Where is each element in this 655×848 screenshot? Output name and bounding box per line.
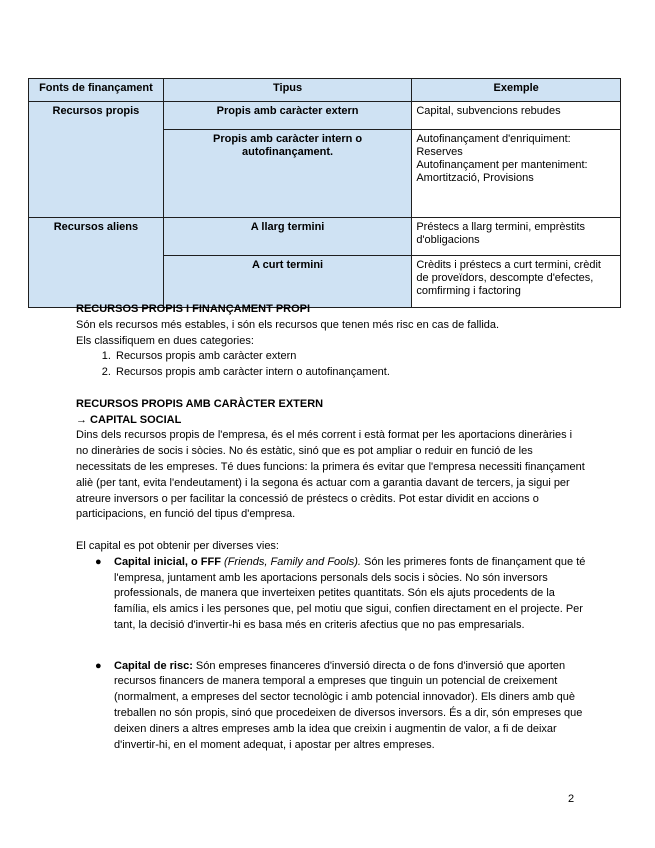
source-external-resources: Recursos aliens bbox=[29, 218, 164, 308]
list-item bbox=[95, 555, 586, 634]
bullet-text: Són empreses financeres d'inversió directa o de fons d'inversió que aporten recursos financers de manera temporal a empreses que tinguin un potencial de creixement (normalment, a empreses del sector tecnològic i amb potencial innovador). Els diners amb què treballen no són propis, sinó que procedeixen de diversos inversors. És a dir, són empreses que deixen diners a altres empreses amb la idea que creixin i augmentin de valor, a fi de deixar d'invertir-hi, en el moment adequat, i apostar per altres empreses. bbox=[114, 659, 583, 751]
table-row bbox=[29, 218, 621, 256]
list-item: 1. Recursos propis amb caràcter extern bbox=[114, 349, 586, 365]
table-header-row bbox=[29, 79, 621, 102]
source-own-resources: Recursos propis bbox=[29, 102, 164, 218]
header-sources: Fonts de finançament bbox=[29, 79, 164, 102]
financing-table bbox=[28, 78, 621, 308]
bullet-icon: ● bbox=[95, 555, 102, 568]
example-line: Autofinançament d'enriquiment: bbox=[416, 133, 571, 145]
bullet-icon: ● bbox=[95, 659, 102, 672]
paragraph-line: Els classifiquem en dues categories: bbox=[76, 334, 254, 347]
table-row bbox=[29, 102, 621, 130]
type-cell: A llarg termini bbox=[163, 218, 412, 256]
page-number: 2 bbox=[568, 793, 575, 805]
bullet-italic: (Friends, Family and Fools). bbox=[224, 555, 361, 568]
bullet-text: Són les primeres fonts de finançament que té l'empresa, juntament amb les aportacions personals dels socis i sòcies. No són inversors professionals, de manera que inverteixen petites quantitats. Són els ajuts procedents de la família, els amics i les persones que, pel motiu que sigui, confien directament en el projecte. Per tant, la decisió d'invertir-hi es basa més en criteris afectius que no pas empresarials. bbox=[114, 555, 586, 631]
bullet-list bbox=[76, 555, 586, 754]
example-line: Amortització, Provisions bbox=[416, 172, 534, 184]
example-line: Capital, subvencions rebudes bbox=[416, 105, 561, 117]
categories-list bbox=[76, 349, 586, 381]
list-item bbox=[95, 659, 586, 754]
example-cell bbox=[412, 256, 621, 308]
paragraph-line: El capital es pot obtenir per diverses vies: bbox=[76, 539, 279, 552]
type-cell: Propis amb caràcter intern o autofinançament. bbox=[163, 130, 412, 218]
example-cell bbox=[412, 218, 621, 256]
header-example: Exemple bbox=[412, 79, 621, 102]
section-heading: RECURSOS PROPIS I FINANÇAMENT PROPI bbox=[76, 303, 311, 315]
type-cell: Propis amb caràcter extern bbox=[163, 102, 412, 130]
example-line: Crèdits i préstecs a curt termini, crèdit de proveïdors, descompte d'efectes, comfirming i factoring bbox=[416, 259, 601, 297]
subsection-heading: → CAPITAL SOCIAL bbox=[76, 413, 182, 426]
example-cell bbox=[412, 102, 621, 130]
example-line: Préstecs a llarg termini, emprèstits d'obligacions bbox=[416, 221, 586, 246]
list-item: 2. Recursos propis amb caràcter intern o autofinançament. bbox=[114, 365, 586, 381]
header-type: Tipus bbox=[163, 79, 412, 102]
example-line: Autofinançament per manteniment: bbox=[416, 159, 588, 171]
bullet-title: Capital de risc: bbox=[114, 659, 193, 672]
example-line: Reserves bbox=[416, 146, 463, 158]
section-heading: RECURSOS PROPIS AMB CARÀCTER EXTERN bbox=[76, 397, 324, 410]
example-cell bbox=[412, 130, 621, 218]
bullet-title: Capital inicial, o FFF bbox=[114, 555, 221, 568]
paragraph-line: Són els recursos més estables, i són els recursos que tenen més risc en cas de fallida. bbox=[76, 318, 500, 331]
type-cell: A curt termini bbox=[163, 256, 412, 308]
paragraph: Dins dels recursos propis de l'empresa, és el més corrent i està format per les aportacions dineràries i no dineràries de socis i sòcies. No és estàtic, sinó que es pot ampliar o reduir en funció de les necessitats de les empreses. Té dues funcions: la primera és evitar que l'empresa necessiti finançament aliè (per tant, evita l'endeutament) i la segona és actuar com a garantia davant de tercers, ja sigui per atreure inversors o per facilitar la concessió de préstecs o crèdits. Pot estar dividit en accions o participacions, en funció del tipus d'empresa. bbox=[76, 429, 585, 521]
document-body bbox=[76, 302, 586, 753]
